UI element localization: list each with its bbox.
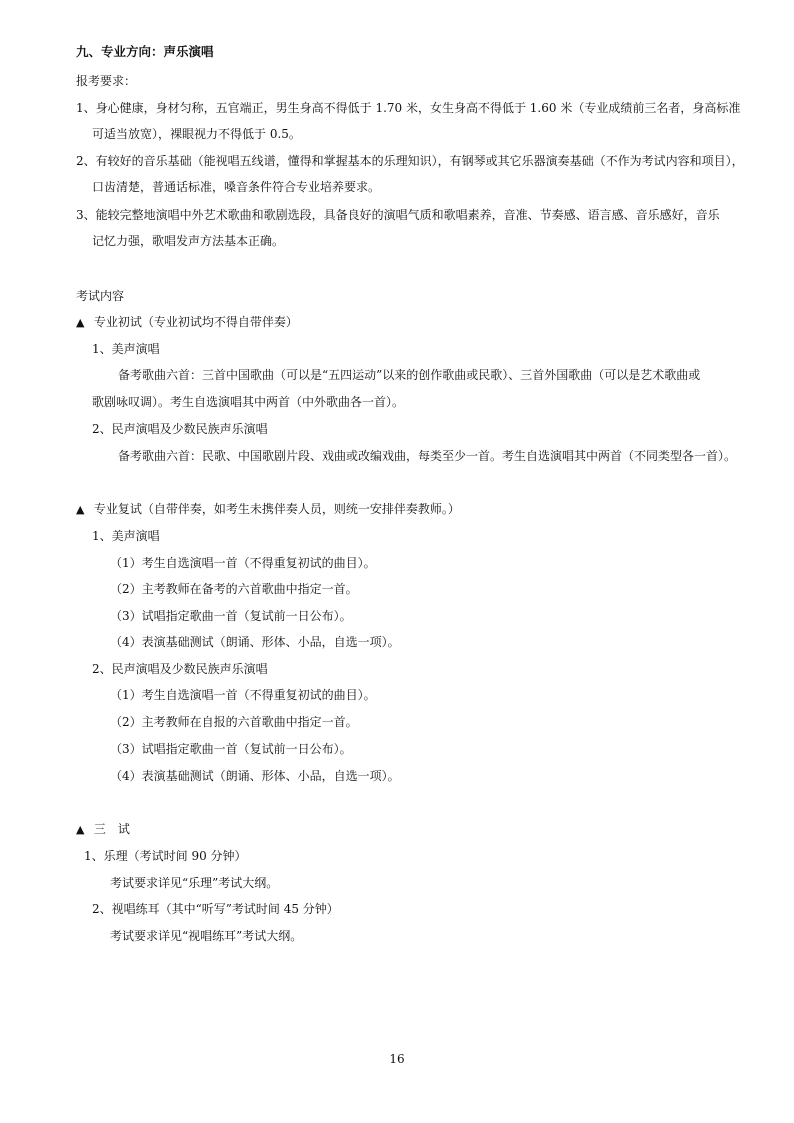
triangle-bullet-icon: ▲ (76, 503, 85, 516)
retest-sub2-item: （1）考生自选演唱一首（不得重复初试的曲目）。 (110, 688, 376, 702)
retest-sub2-title: 2、民声演唱及少数民族声乐演唱 (92, 662, 268, 676)
requirement-3-line2: 记忆力强，歌唱发声方法基本正确。 (92, 234, 285, 248)
retest-title-row (76, 501, 460, 518)
retest-sub1-item: （1）考生自选演唱一首（不得重复初试的曲目）。 (110, 556, 376, 570)
requirement-2-line1: 2、有较好的音乐基础（能视唱五线谱，懂得和掌握基本的乐理知识），有钢琴或其它乐器演奏基础（不作为考试内容和项目）， (76, 154, 744, 168)
preliminary-title-row (76, 314, 298, 331)
retest-title: 专业复试（自带伴奏，如考生未携伴奏人员，则统一安排伴奏教师。） (93, 502, 460, 516)
third-title: 三 试 (93, 822, 130, 836)
exam-heading: 考试内容 (76, 289, 125, 303)
retest-sub2-item: （4）表演基础测试（朗诵、形体、小品，自选一项）。 (110, 769, 400, 783)
retest-sub2-item: （2）主考教师在自报的六首歌曲中指定一首。 (110, 715, 358, 729)
preliminary-sub1-line1: 备考歌曲六首：三首中国歌曲（可以是“五四运动”以来的创作歌曲或民歌）、三首外国歌曲（可以是艺术歌曲或 (118, 368, 701, 382)
requirement-1-line2: 可适当放宽），裸眼视力不得低于 0.5。 (92, 127, 301, 141)
third-sub1-title: 1、乐理（考试时间 90 分钟） (84, 849, 247, 863)
retest-sub1-title: 1、美声演唱 (92, 529, 160, 543)
retest-sub1-item: （3）试唱指定歌曲一首（复试前一日公布）。 (110, 609, 352, 623)
preliminary-sub2-title: 2、民声演唱及少数民族声乐演唱 (92, 422, 268, 436)
preliminary-sub1-line2: 歌剧咏叹调）。考生自选演唱其中两首（中外歌曲各一首）。 (92, 395, 405, 409)
requirement-3-line1: 3、能较完整地演唱中外艺术歌曲和歌剧选段，具备良好的演唱气质和歌唱素养，音准、节奏感、语言感、音乐感好，音乐 (76, 208, 720, 222)
preliminary-sub1-title: 1、美声演唱 (92, 342, 160, 356)
triangle-bullet-icon: ▲ (76, 316, 85, 329)
third-sub2-detail: 考试要求详见“视唱练耳”考试大纲。 (110, 929, 303, 943)
triangle-bullet-icon: ▲ (76, 823, 85, 836)
retest-sub1-item: （2）主考教师在备考的六首歌曲中指定一首。 (110, 582, 358, 596)
requirement-2-line2: 口齿清楚，普通话标准，嗓音条件符合专业培养要求。 (92, 180, 381, 194)
page-number: 16 (389, 1052, 405, 1066)
third-sub2-title: 2、视唱练耳（其中“听写”考试时间 45 分钟） (92, 902, 339, 916)
retest-sub1-item: （4）表演基础测试（朗诵、形体、小品，自选一项）。 (110, 635, 400, 649)
requirement-1-line1: 1、身心健康，身材匀称，五官端正，男生身高不得低于 1.70 米，女生身高不得低于 1.60 米（专业成绩前三名者，身高标准 (76, 101, 741, 115)
preliminary-title: 专业初试（专业初试均不得自带伴奏） (93, 315, 298, 329)
preliminary-sub2-line1: 备考歌曲六首：民歌、中国歌剧片段、戏曲或改编戏曲，每类至少一首。考生自选演唱其中两首（不同类型各一首）。 (118, 449, 737, 463)
third-title-row (76, 821, 130, 838)
section-title: 九、专业方向：声乐演唱 (76, 44, 214, 59)
third-sub1-detail: 考试要求详见“乐理”考试大纲。 (110, 876, 279, 890)
requirements-heading: 报考要求： (76, 74, 137, 88)
retest-sub2-item: （3）试唱指定歌曲一首（复试前一日公布）。 (110, 742, 352, 756)
